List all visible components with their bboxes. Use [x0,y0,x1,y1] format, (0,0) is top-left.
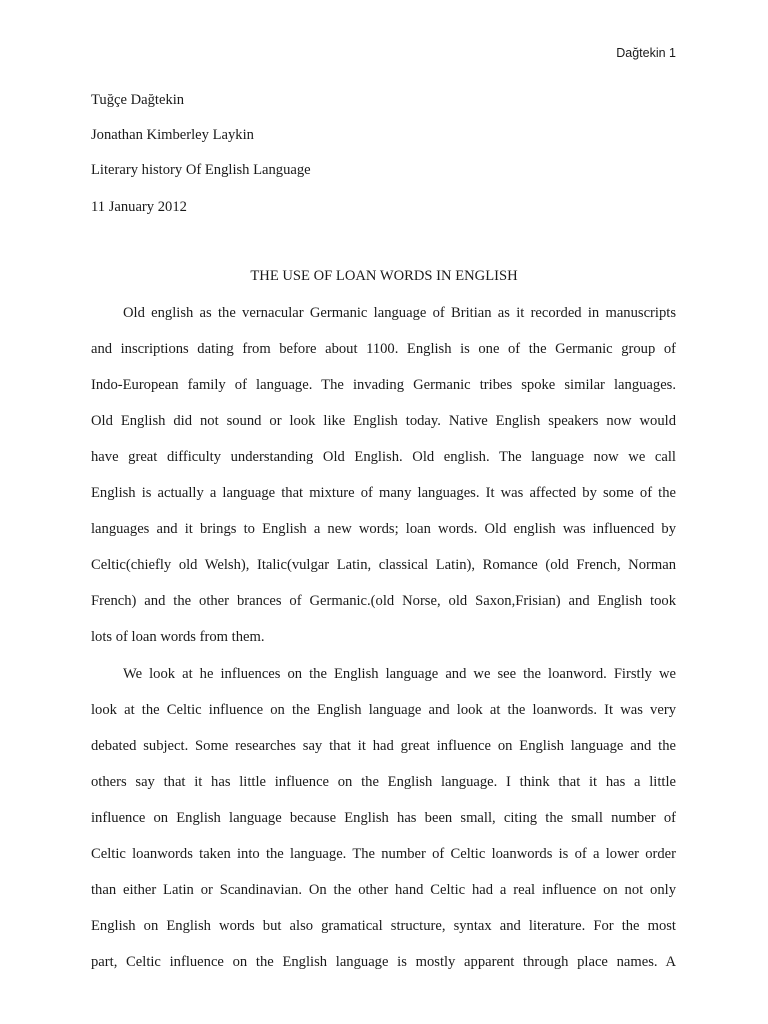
paragraph-line: Celtic(chiefly old Welsh), Italic(vulgar Latin, classical Latin), Romance (old French, Norman [91,557,676,573]
paragraph-line: part, Celtic influence on the English language is mostly apparent through place names. A [91,954,676,970]
running-head: Dağtekin 1 [616,46,676,60]
paragraph-line: English on English words but also gramatical structure, syntax and literature. For the most [91,918,676,934]
paragraph-line: French) and the other brances of Germanic.(old Norse, old Saxon,Frisian) and English took [91,593,676,609]
instructor-name: Jonathan Kimberley Laykin [91,127,254,143]
paragraph-line: influence on English language because English has been small, citing the small number of [91,810,676,826]
paragraph-line: look at the Celtic influence on the English language and look at the loanwords. It was very [91,702,676,718]
document-title: THE USE OF LOAN WORDS IN ENGLISH [250,268,518,284]
paragraph-line: Celtic loanwords taken into the language. The number of Celtic loanwords is of a lower order [91,846,676,862]
paragraph-line: and inscriptions dating from before about 1100. English is one of the Germanic group of [91,341,676,357]
course-name: Literary history Of English Language [91,162,311,178]
author-name: Tuğçe Dağtekin [91,92,185,108]
paragraph-line: Old English did not sound or look like English today. Native English speakers now would [91,413,676,429]
paragraph-line: than either Latin or Scandinavian. On the other hand Celtic had a real influence on not only [91,882,676,898]
paragraph-line: debated subject. Some researches say that it had great influence on English language and the [91,738,676,754]
paragraph-line: Old english as the vernacular Germanic language of Britian as it recorded in manuscripts [123,305,676,321]
paragraph-line: lots of loan words from them. [91,629,265,645]
paragraph-line: have great difficulty understanding Old English. Old english. The language now we call [91,449,676,465]
paragraph-line: languages and it brings to English a new words; loan words. Old english was influenced by [91,521,676,537]
paragraph-line: Indo-European family of language. The invading Germanic tribes spoke similar languages. [91,377,676,393]
document-date: 11 January 2012 [91,199,187,215]
paragraph-line: We look at he influences on the English language and we see the loanword. Firstly we [123,666,676,682]
paragraph-line: others say that it has little influence on the English language. I think that it has a little [91,774,676,790]
paragraph-line: English is actually a language that mixture of many languages. It was affected by some of the [91,485,676,501]
